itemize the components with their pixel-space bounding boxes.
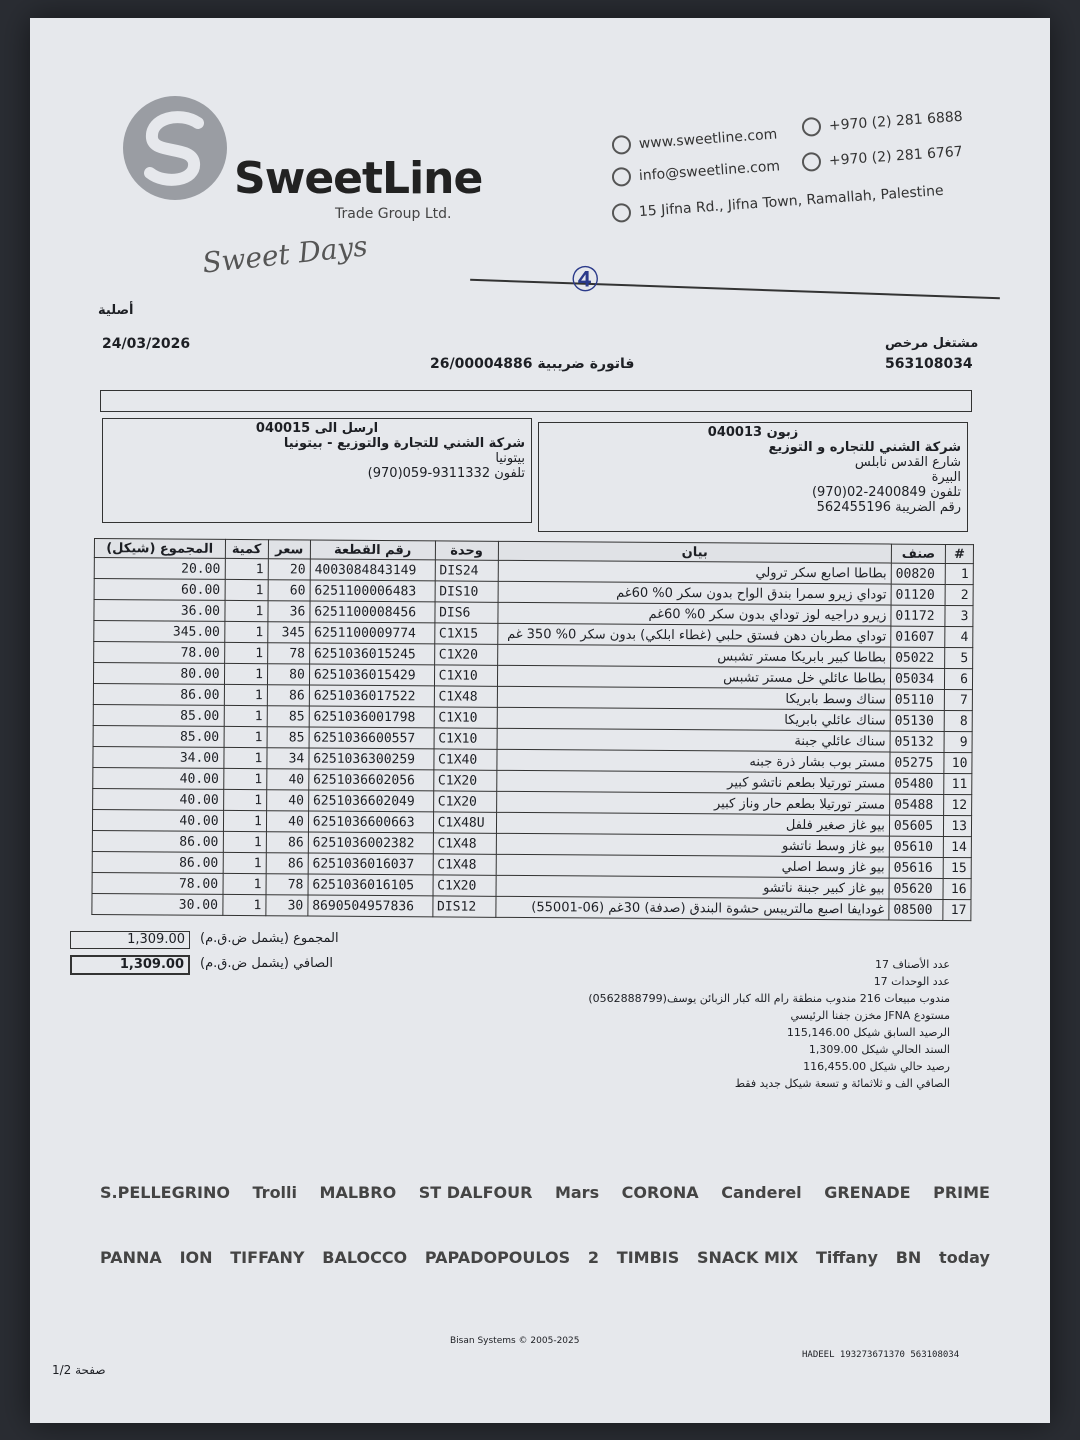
invoice-title: فاتورة ضريبية 26/00004886 — [430, 356, 635, 372]
phone2-contact: +970 (2) 281 6767 — [801, 142, 963, 172]
table-cell: مستر تورتيلا بطعم حار وناز كبير — [496, 791, 889, 815]
column-header: وحدة — [435, 541, 498, 560]
summary-details: مندوب مبيعات 216 مندوب منطقة رام الله كبار الزبائن يوسف(0562888799) مستودع JFNA مخزن جفنا الرئيسي الرصيد السابق شيكل 115,146.00 السند الحالي شيكل 1,309.00 رصيد حالي شيكل 116,455.00 الصافي الف و ثلاثمائة و تسعة شيكل جديد فقط — [588, 992, 950, 1090]
table-cell: 6251036600663 — [308, 811, 433, 833]
table-cell: 01172 — [891, 605, 945, 626]
table-cell: 86 — [267, 685, 309, 706]
email-contact: info@sweetline.com — [611, 156, 780, 187]
table-cell: C1X10 — [434, 728, 497, 749]
table-cell: 6251100009774 — [310, 622, 435, 644]
table-cell: توداي زيرو سمرا بندق الواح بدون سكر 0% 60غم — [498, 581, 891, 605]
table-cell: 40 — [267, 769, 309, 790]
table-cell: 05132 — [890, 731, 944, 752]
table-cell: 1 — [224, 642, 267, 663]
phone-icon — [801, 152, 821, 172]
brand-logo: Trolli — [252, 1183, 298, 1202]
table-cell: 8 — [944, 710, 972, 731]
customer-box: زبون 040013 شركة الشني للتجاره و التوزيع شارع القدس نابلس البيرة تلفون 2400849-02(970) رقم الضريبة 562455196 — [538, 422, 968, 532]
brand-name: SweetLine — [234, 153, 483, 204]
table-cell: 6251036602056 — [309, 769, 434, 791]
brand-logo: MALBRO — [319, 1183, 397, 1202]
table-cell: 40.00 — [93, 767, 224, 789]
table-cell: 05480 — [890, 773, 944, 794]
table-cell: 6251100008456 — [310, 601, 435, 623]
table-cell: 36 — [268, 601, 310, 622]
brand-logos-row-2 — [100, 1248, 990, 1267]
phone-icon — [801, 117, 821, 137]
table-cell: 34.00 — [93, 746, 224, 768]
table-cell: 05620 — [889, 878, 943, 899]
phone1-contact: +970 (2) 281 6888 — [801, 107, 963, 137]
table-cell: C1X20 — [433, 875, 496, 896]
table-cell: 08500 — [889, 899, 943, 920]
table-cell: 1 — [945, 563, 973, 584]
table-cell: 85 — [267, 727, 309, 748]
table-cell: 00820 — [891, 563, 945, 584]
header-divider — [470, 279, 1000, 299]
brand-subtitle: Trade Group Ltd. — [335, 206, 452, 222]
table-cell: سناك عائلي بابريكا — [497, 707, 890, 731]
ship-to-box: ارسل الى 040015 شركة الشني للتجارة والتوزيع - بيتونيا بيتونيا تلفون 9311332-059(970) — [102, 418, 532, 523]
column-header: صنف — [891, 544, 945, 563]
location-icon — [611, 203, 631, 223]
handwritten-mark: ④ — [570, 260, 601, 300]
column-header: رقم القطعة — [310, 540, 435, 560]
table-cell: 05034 — [890, 668, 944, 689]
invoice-date: 24/03/2026 — [102, 336, 191, 352]
table-cell: 14 — [943, 836, 971, 857]
column-header: المجموع (شيكل) — [94, 539, 225, 559]
table-cell: 85.00 — [93, 704, 224, 726]
table-cell: غودايفا اصبع مالتريبس حشوة البندق (صدفة) 30غم (06-55001) — [496, 896, 889, 920]
table-cell: C1X48 — [433, 854, 496, 875]
table-cell: 1 — [224, 684, 267, 705]
table-cell: 05605 — [889, 815, 943, 836]
brand-logo: TIFFANY — [230, 1248, 305, 1267]
table-cell: C1X20 — [433, 770, 496, 791]
table-cell: بطاطا عائلي خل مستر تشبس — [497, 665, 890, 689]
table-cell: 8690504957836 — [308, 895, 433, 917]
table-cell: 05610 — [889, 836, 943, 857]
table-cell: 30 — [266, 895, 308, 916]
table-cell: 6251036015245 — [309, 643, 434, 665]
table-cell: 2 — [945, 584, 973, 605]
table-cell: 40.00 — [93, 788, 224, 810]
brand-logo: ST DALFOUR — [418, 1183, 533, 1202]
table-cell: 1 — [223, 789, 266, 810]
table-cell: 86.00 — [92, 830, 223, 852]
table-cell: 6251036001798 — [309, 706, 434, 728]
table-cell: C1X20 — [433, 791, 496, 812]
table-cell: بيو غاز كبير جبنة ناتشو — [496, 875, 889, 899]
table-cell: 4 — [945, 626, 973, 647]
table-cell: بيو غاز وسط اصلي — [496, 854, 889, 878]
table-cell: 80 — [267, 664, 309, 685]
brand-logo: GRENADE — [824, 1183, 911, 1202]
table-cell: 05275 — [890, 752, 944, 773]
table-cell: C1X48 — [433, 833, 496, 854]
table-cell: 85 — [267, 706, 309, 727]
table-cell: 1 — [224, 663, 267, 684]
brand-logo: S.PELLEGRINO — [100, 1183, 230, 1202]
sweetline-logo-icon — [120, 93, 230, 203]
table-body — [92, 558, 973, 921]
table-cell: C1X10 — [434, 665, 497, 686]
table-cell: 05130 — [890, 710, 944, 731]
table-cell: 1 — [224, 600, 267, 621]
licensed-label: مشتغل مرخص — [885, 336, 979, 351]
table-cell: زيرو دراجيه لوز توداي بدون سكر 0% 60غم — [498, 602, 891, 626]
table-cell: 15 — [943, 857, 971, 878]
table-cell: 1 — [224, 726, 267, 747]
table-cell: 78 — [266, 874, 308, 895]
table-cell: 6251036300259 — [309, 748, 434, 770]
table-cell: 3 — [945, 605, 973, 626]
brand-logo: TIMBIS — [616, 1248, 680, 1267]
brand-logo: 2 — [587, 1248, 600, 1267]
table-cell: 34 — [267, 748, 309, 769]
table-cell: 05022 — [891, 647, 945, 668]
licensed-number: 563108034 — [885, 356, 973, 372]
table-cell: 1 — [223, 831, 266, 852]
table-cell: 20.00 — [94, 558, 225, 580]
table-cell: 01120 — [891, 584, 945, 605]
table-cell: 9 — [944, 731, 972, 752]
table-cell: 1 — [223, 768, 266, 789]
table-cell: 12 — [944, 794, 972, 815]
table-cell: 1 — [224, 705, 267, 726]
table-cell: 6251036016037 — [308, 853, 433, 875]
brand-logo: today — [939, 1248, 990, 1267]
column-header: بيان — [498, 541, 891, 563]
table-cell: 40 — [266, 790, 308, 811]
table-cell: سناك عائلي جبنة — [497, 728, 890, 752]
table-cell: DIS24 — [435, 560, 498, 581]
column-header: # — [946, 544, 974, 563]
brand-logo: PANNA — [100, 1248, 162, 1267]
table-cell: 86.00 — [93, 683, 224, 705]
table-cell: بيو غاز صغير فلفل — [496, 812, 889, 836]
table-cell: 11 — [944, 773, 972, 794]
table-cell: 78 — [268, 643, 310, 664]
table-cell: DIS6 — [435, 602, 498, 623]
brand-logo: Tiffany — [815, 1248, 878, 1267]
table-cell: 05488 — [890, 794, 944, 815]
brand-logo: BALOCCO — [322, 1248, 408, 1267]
brand-logo: PRIME — [933, 1183, 990, 1202]
mail-icon — [611, 167, 631, 187]
brand-logo: SNACK MIX — [697, 1248, 799, 1267]
table-cell: 86 — [266, 832, 308, 853]
table-cell: توداي مطربان دهن فستق حلبي (غطاء ابلكي) بدون سكر 0% 350 غم — [497, 623, 890, 647]
table-cell: 86 — [266, 853, 308, 874]
table-cell: 1 — [223, 873, 266, 894]
table-cell: 78.00 — [94, 642, 225, 664]
table-cell: 20 — [268, 559, 310, 580]
summary-block: عدد الأصناف 17 عدد الوحدات 17 — [873, 958, 950, 988]
table-cell: 1 — [222, 894, 265, 915]
table-cell: 01607 — [891, 626, 945, 647]
table-cell: بطاطا اصابع سكر ترولي — [498, 560, 891, 584]
brand-logo: BN — [895, 1248, 922, 1267]
table-cell: C1X40 — [433, 749, 496, 770]
column-header: كمية — [225, 539, 268, 558]
table-cell: 40.00 — [92, 809, 223, 831]
brand-logos-row-1 — [100, 1183, 990, 1202]
table-cell: DIS10 — [435, 581, 498, 602]
sum-label: المجموع (يشمل ض.ق.م) — [200, 931, 339, 946]
net-value: 1,309.00 — [70, 955, 190, 975]
table-cell: 60.00 — [94, 579, 225, 601]
web-contact: www.sweetline.com — [611, 124, 778, 155]
table-cell: 10 — [944, 752, 972, 773]
table-cell: 6251036016105 — [308, 874, 433, 896]
table-cell: 78.00 — [92, 872, 223, 894]
table-cell: 17 — [943, 899, 971, 920]
table-cell: C1X48 — [434, 686, 497, 707]
sum-value: 1,309.00 — [70, 931, 190, 949]
table-cell: 6251036602049 — [308, 790, 433, 812]
table-cell: C1X20 — [434, 644, 497, 665]
table-cell: مستر تورتيلا بطعم ناتشو كبير — [496, 770, 889, 794]
table-cell: 4003084843149 — [310, 559, 435, 581]
table-cell: C1X10 — [434, 707, 497, 728]
table-cell: 345 — [268, 622, 310, 643]
address-contact: 15 Jifna Rd., Jifna Town, Ramallah, Palestine — [611, 181, 944, 223]
table-cell: 1 — [225, 579, 268, 600]
table-cell: DIS12 — [432, 896, 495, 917]
table-cell: 13 — [944, 815, 972, 836]
table-cell: 80.00 — [93, 663, 224, 685]
table-cell: 36.00 — [94, 600, 225, 622]
table-cell: 30.00 — [92, 893, 223, 915]
system-footer: Bisan Systems © 2005-2025 — [450, 1336, 580, 1346]
table-cell: 40 — [266, 811, 308, 832]
table-cell: C1X48U — [433, 812, 496, 833]
table-cell: مستر بوب بشار ذرة جبنه — [497, 749, 890, 773]
table-cell: 6251036015429 — [309, 664, 434, 686]
table-cell: 86.00 — [92, 851, 223, 873]
brand-logo: PAPADOPOULOS — [424, 1248, 571, 1267]
table-cell: C1X15 — [434, 623, 497, 644]
table-cell: 6251036600557 — [309, 727, 434, 749]
table-cell: سناك وسط بابريكا — [497, 686, 890, 710]
table-cell: 6251036002382 — [308, 832, 433, 854]
net-label: الصافي (يشمل ض.ق.م) — [200, 956, 333, 971]
table-cell: 05616 — [889, 857, 943, 878]
table-cell: 7 — [944, 689, 972, 710]
table-cell: 1 — [223, 852, 266, 873]
table-cell: 6 — [945, 668, 973, 689]
invoice-page — [30, 18, 1050, 1423]
slogan: Sweet Days — [200, 229, 370, 280]
brand-logo: CORONA — [621, 1183, 699, 1202]
globe-icon — [611, 135, 631, 155]
table-cell: 16 — [943, 878, 971, 899]
brand-logo: Mars — [554, 1183, 600, 1202]
table-cell: 05110 — [890, 689, 944, 710]
table-cell: 1 — [225, 558, 268, 579]
table-cell: 5 — [945, 647, 973, 668]
table-cell: 345.00 — [94, 621, 225, 643]
reference-code: HADEEL 193273671370 563108034 — [802, 1350, 960, 1360]
page-number: صفحة 1/2 — [52, 1363, 106, 1377]
table-cell: 1 — [223, 747, 266, 768]
column-header: سعر — [268, 540, 310, 559]
table-cell: 1 — [224, 621, 267, 642]
address-header-strip — [100, 390, 972, 412]
table-cell: 60 — [268, 580, 310, 601]
table-cell: 6251036017522 — [309, 685, 434, 707]
items-table — [91, 538, 974, 921]
table-cell: بيو غاز وسط ناتشو — [496, 833, 889, 857]
table-cell: بطاطا كبير بابريكا مستر تشبس — [497, 644, 890, 668]
brand-logo: Canderel — [721, 1183, 802, 1202]
table-cell: 85.00 — [93, 725, 224, 747]
table-cell: 6251100006483 — [310, 580, 435, 602]
table-cell: 1 — [223, 810, 266, 831]
brand-logo: ION — [179, 1248, 213, 1267]
original-label: أصلية — [98, 303, 134, 318]
